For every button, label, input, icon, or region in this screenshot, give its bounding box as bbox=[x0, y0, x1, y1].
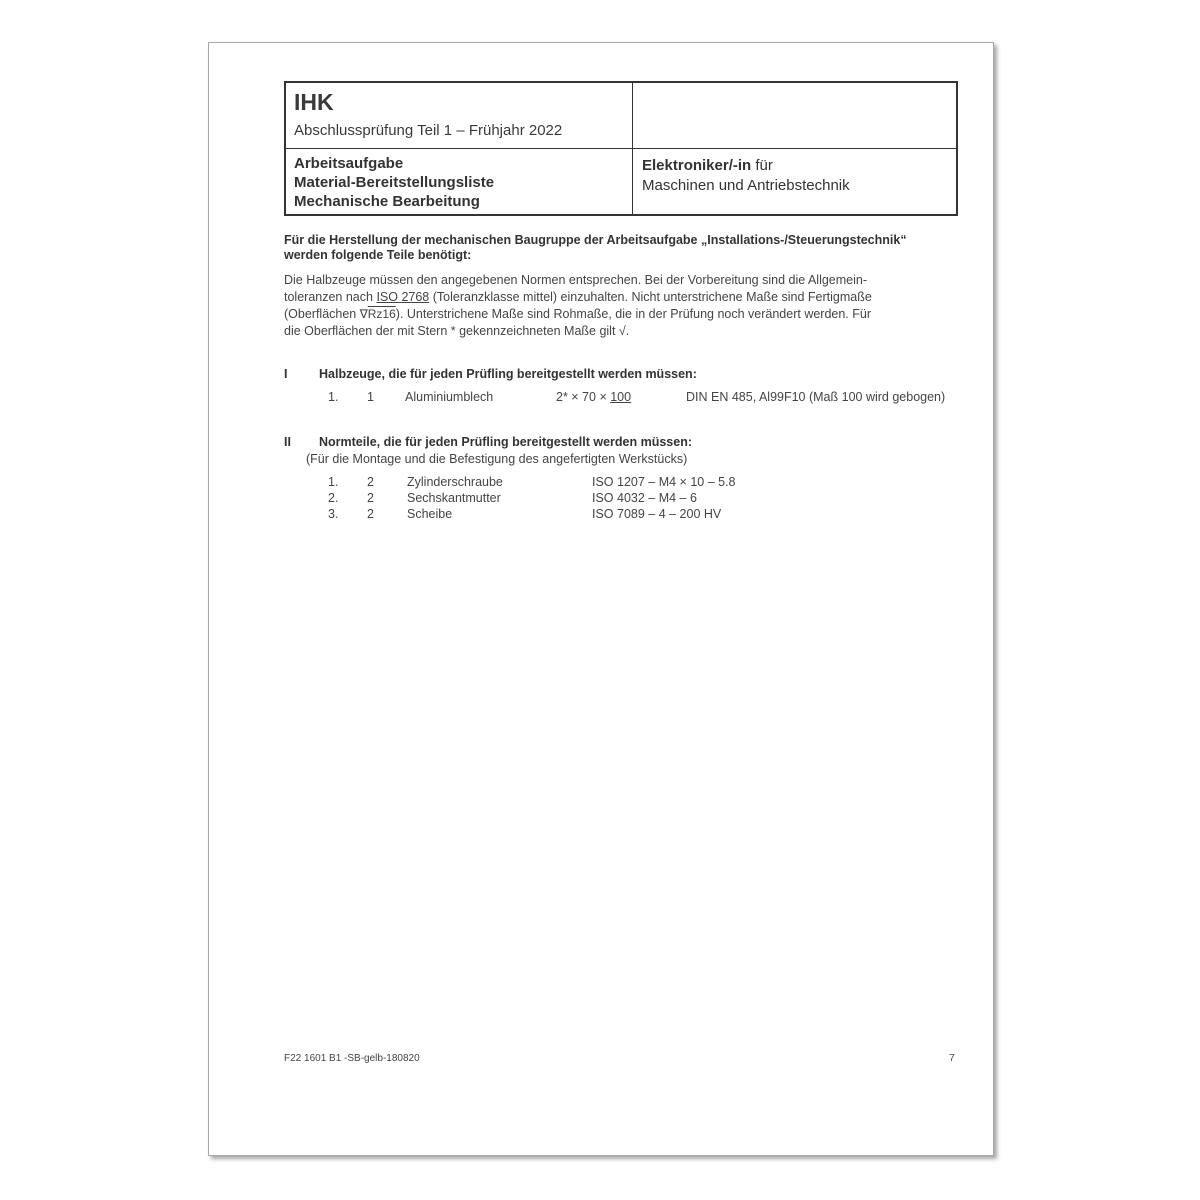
section-1-number: I bbox=[284, 367, 288, 381]
intro-heading-line-1: Für die Herstellung der mechanischen Baugruppe der Arbeitsaufgabe „Installations-/Steuerungstechnik“ bbox=[284, 233, 907, 247]
item-norm: DIN EN 485, Al99F10 (Maß 100 wird gebogen) bbox=[686, 390, 946, 404]
item-norm: ISO 7089 – 4 – 200 HV bbox=[592, 507, 722, 521]
section-2-title: Normteile, die für jeden Prüfling bereitgestellt werden müssen: bbox=[319, 435, 692, 449]
task-line-1: Arbeitsaufgabe bbox=[294, 155, 404, 172]
item-name: Sechskantmutter bbox=[407, 491, 501, 505]
header-table bbox=[284, 81, 958, 216]
item-name: Zylinderschraube bbox=[407, 475, 503, 489]
item-number: 1. bbox=[328, 475, 339, 489]
item-dimensions-raw: 100 bbox=[610, 390, 632, 404]
profession-title: Elektroniker/-in bbox=[642, 157, 752, 174]
intro-line-2-end: (Toleranzklasse mittel) einzuhalten. Nicht unterstrichene Maße sind Fertigmaße bbox=[429, 290, 872, 304]
item-name: Aluminiumblech bbox=[405, 390, 494, 404]
surface-symbol: ∇ bbox=[359, 307, 368, 321]
intro-heading bbox=[284, 233, 964, 263]
section-2-subtitle: (Für die Montage und die Befestigung des angefertigten Werkstücks) bbox=[306, 452, 688, 466]
intro-line-4-end: . bbox=[625, 324, 630, 338]
profession-suffix: für bbox=[751, 157, 773, 174]
iso-2768-reference: ISO 2768 bbox=[376, 290, 430, 304]
item-dimensions bbox=[556, 390, 631, 404]
item-quantity: 2 bbox=[367, 491, 374, 505]
item-dimensions-finished: 2* × 70 × bbox=[556, 390, 611, 404]
intro-paragraph bbox=[284, 272, 964, 340]
header-empty-cell bbox=[633, 83, 956, 149]
intro-line-4 bbox=[284, 323, 964, 340]
document-code: F22 1601 B1 -SB-gelb-180820 bbox=[284, 1053, 420, 1064]
surface-check-icon: √ bbox=[618, 324, 626, 338]
item-quantity: 1 bbox=[367, 390, 374, 404]
intro-line-3-end: ). Unterstrichene Maße sind Rohmaße, die in der Prüfung noch verändert werden. Für bbox=[395, 307, 872, 321]
profession-line-2: Maschinen und Antriebstechnik bbox=[642, 177, 850, 194]
task-line-3: Mechanische Bearbeitung bbox=[294, 193, 480, 210]
item-number: 2. bbox=[328, 491, 339, 505]
item-quantity: 2 bbox=[367, 475, 374, 489]
intro-heading-line-2: werden folgende Teile benötigt: bbox=[284, 248, 472, 262]
intro-line-2-start: toleranzen nach bbox=[284, 290, 377, 304]
item-norm: ISO 4032 – M4 – 6 bbox=[592, 491, 697, 505]
intro-line-2 bbox=[284, 289, 964, 306]
item-norm: ISO 1207 – M4 × 10 – 5.8 bbox=[592, 475, 736, 489]
document-page bbox=[208, 42, 994, 1156]
intro-line-1: Die Halbzeuge müssen den angegebenen Normen entsprechen. Bei der Vorbereitung sind die Allgemein- bbox=[284, 273, 868, 287]
intro-line-3-start: (Oberflächen bbox=[284, 307, 360, 321]
section-2-number: II bbox=[284, 435, 291, 449]
page-number: 7 bbox=[949, 1052, 955, 1064]
surface-roughness-icon bbox=[360, 306, 396, 323]
item-quantity: 2 bbox=[367, 507, 374, 521]
exam-title: Abschlussprüfung Teil 1 – Frühjahr 2022 bbox=[294, 122, 563, 139]
org-name: IHK bbox=[294, 89, 334, 115]
header-task-cell bbox=[286, 149, 633, 214]
item-number: 3. bbox=[328, 507, 339, 521]
intro-line-3 bbox=[284, 306, 964, 323]
section-1-title: Halbzeuge, die für jeden Prüfling bereitgestellt werden müssen: bbox=[319, 367, 697, 381]
header-profession-cell bbox=[633, 149, 956, 214]
header-org-cell bbox=[286, 83, 633, 149]
roughness-value: Rz16 bbox=[367, 307, 396, 321]
item-name: Scheibe bbox=[407, 507, 453, 521]
task-line-2: Material-Bereitstellungsliste bbox=[294, 174, 495, 191]
intro-line-4-start: die Oberflächen der mit Stern * gekennzeichneten Maße gilt bbox=[284, 324, 619, 338]
item-number: 1. bbox=[328, 390, 339, 404]
